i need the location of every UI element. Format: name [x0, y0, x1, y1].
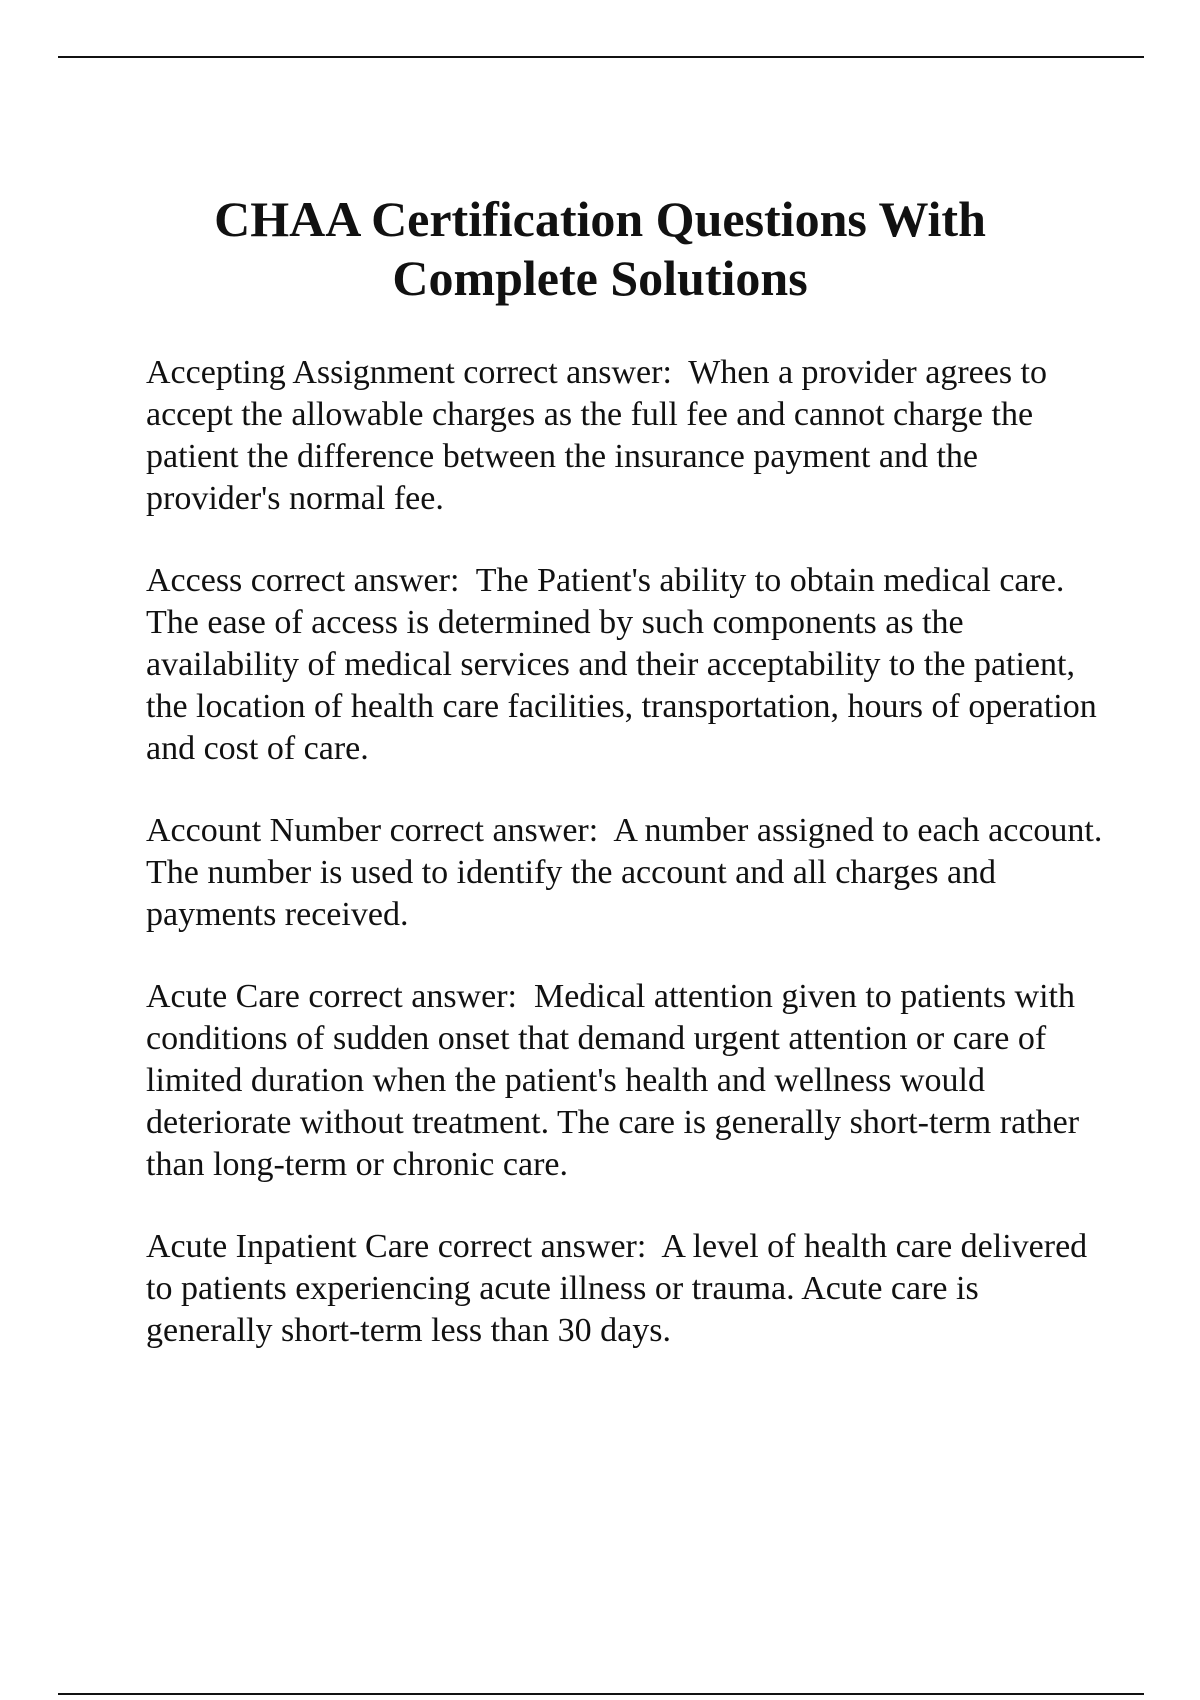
- page-title-line-2: Complete Solutions: [392, 250, 808, 306]
- bottom-divider: [58, 1693, 1144, 1695]
- page-title: [100, 190, 1100, 308]
- qa-entries: [146, 352, 1111, 1392]
- qa-entry-acute-care: Acute Care correct answer: Medical attention given to patients with conditions of sudden onset that demand urgent attention or care of limited duration when the patient's health and wellness would deteriorate without treatment. The care is generally short-term rather than long-term or chronic care.: [146, 978, 1088, 1183]
- qa-entry-acute-inpatient-care: Acute Inpatient Care correct answer: A level of health care delivered to patients experiencing acute illness or trauma. Acute care is generally short-term less than 30 days.: [146, 1228, 1096, 1349]
- qa-entry-access: Access correct answer: The Patient's ability to obtain medical care. The ease of access is determined by such components as the availability of medical services and their acceptability to the patient, the location of health care facilities, transportation, hours of operation and cost of care.: [146, 562, 1106, 767]
- qa-entry-account-number: Account Number correct answer: A number assigned to each account. The number is used to identify the account and all charges and payments received.: [146, 812, 1111, 933]
- top-divider: [58, 56, 1144, 58]
- qa-entry-accepting-assignment: Accepting Assignment correct answer: When a provider agrees to accept the allowable charges as the full fee and cannot charge the patient the difference between the insurance payment and the provider's normal fee.: [146, 354, 1056, 517]
- page-title-line-1: CHAA Certification Questions With: [214, 191, 986, 247]
